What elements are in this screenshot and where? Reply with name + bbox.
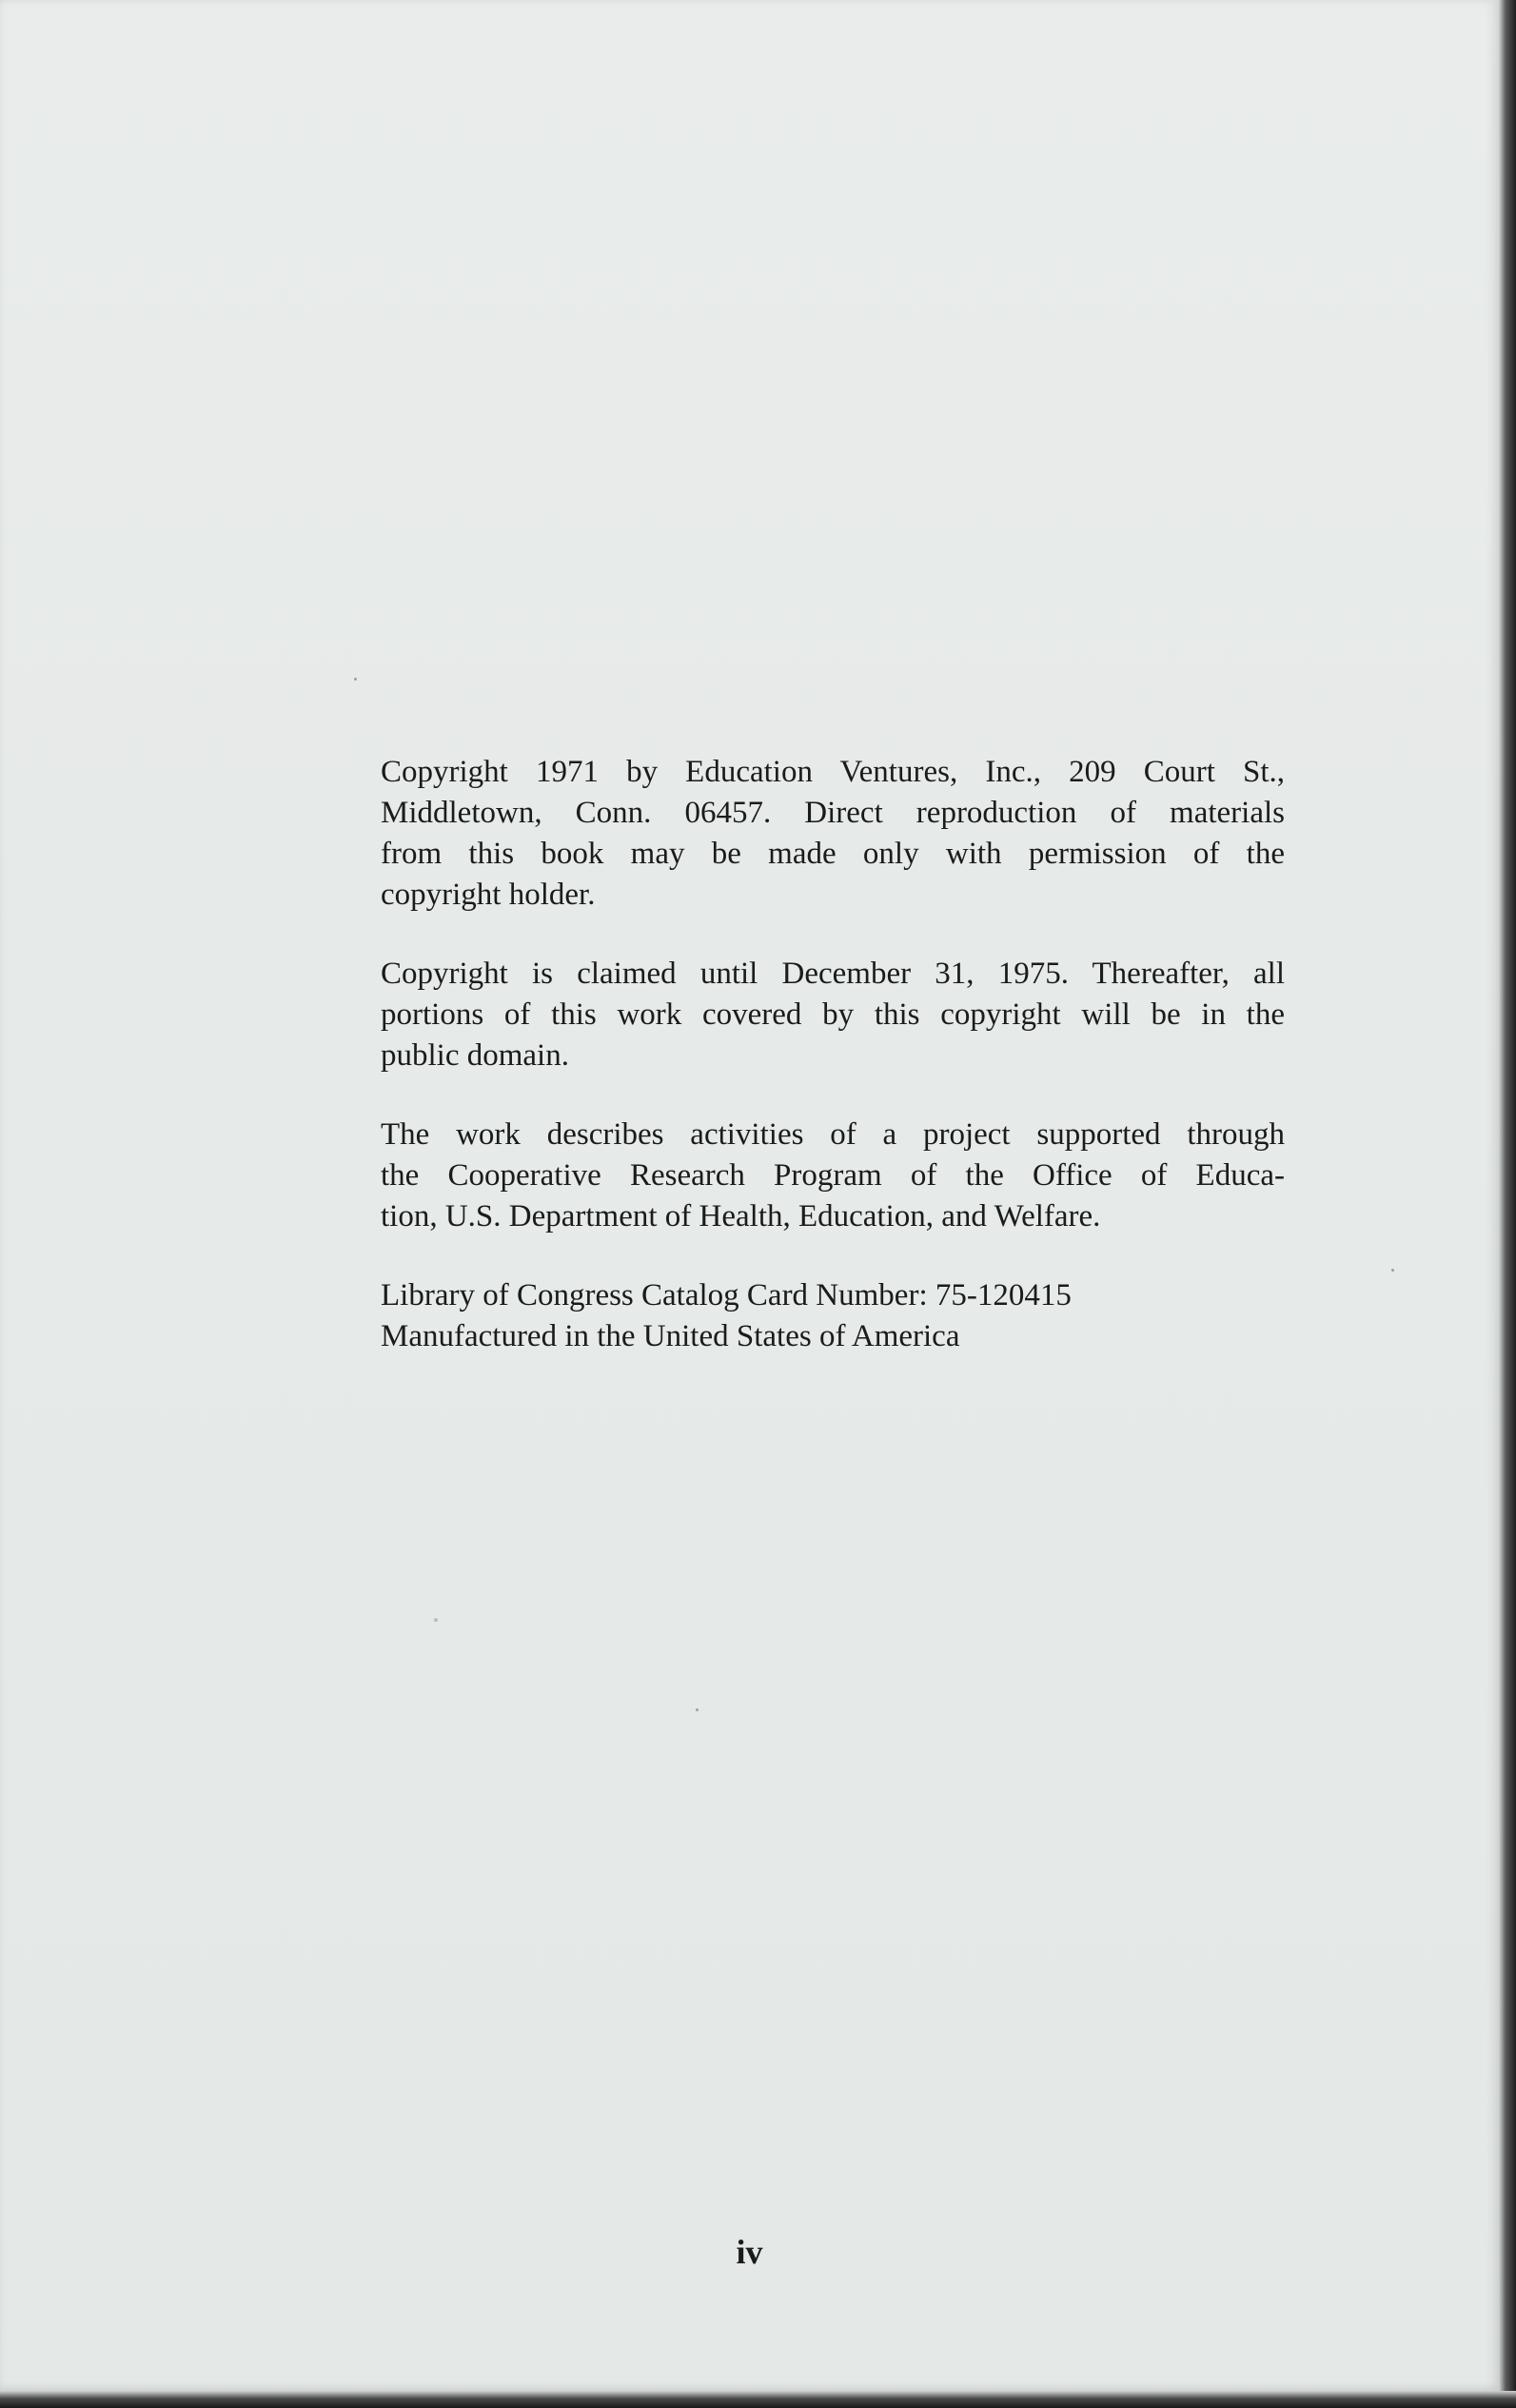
paper-speck — [1391, 1269, 1394, 1272]
paper-speck — [434, 1618, 438, 1622]
text-line: Manufactured in the United States of America — [381, 1319, 960, 1353]
text-line: Copyright 1971 by Education Ventures, Inc., 209 Court St., — [381, 755, 1285, 789]
paper-speck — [354, 678, 357, 681]
text-line: tion, U.S. Department of Health, Education, and Welfare. — [381, 1199, 1101, 1234]
text-line: Middletown, Conn. 06457. Direct reproduction of materials — [381, 796, 1285, 830]
text-line: The work describes activities of a project supported through — [381, 1117, 1285, 1152]
project-support-paragraph — [381, 1115, 1285, 1237]
copyright-term-paragraph — [381, 954, 1285, 1076]
text-line: public domain. — [381, 1038, 569, 1073]
page-number: iv — [736, 2233, 763, 2271]
text-line: copyright holder. — [381, 878, 596, 912]
page-right-edge — [1499, 0, 1516, 2408]
text-line: Library of Congress Catalog Card Number: 75-120415 — [381, 1278, 1072, 1313]
text-line: from this book may be made only with permission of the — [381, 837, 1285, 871]
paper-speck — [696, 1708, 699, 1711]
text-line: the Cooperative Research Program of the Office of Educa- — [381, 1158, 1285, 1193]
copyright-statement-paragraph — [381, 752, 1285, 916]
copyright-notice — [381, 752, 1285, 1395]
page-bottom-edge — [0, 2391, 1516, 2408]
text-line: portions of this work covered by this copyright will be in the — [381, 997, 1285, 1032]
catalog-paragraph — [381, 1275, 1285, 1357]
text-line: Copyright is claimed until December 31, 1975. Thereafter, all — [381, 957, 1285, 991]
